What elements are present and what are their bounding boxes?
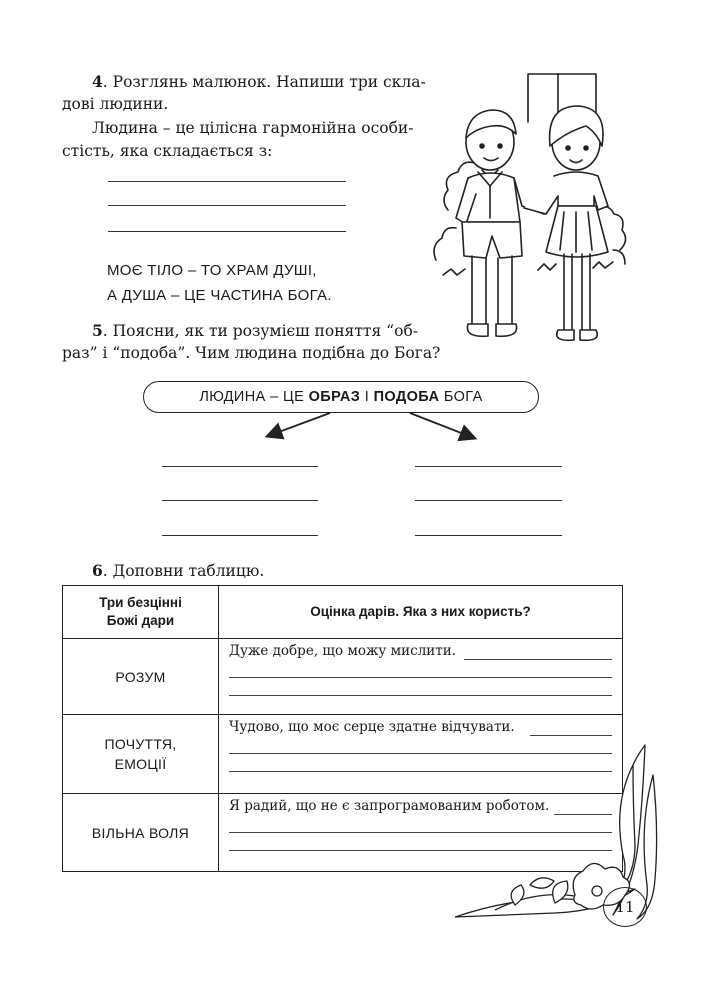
- evaluation-cell[interactable]: [219, 639, 623, 715]
- evaluation-prompt: Чудово, що моє серце здатне відчувати.: [229, 719, 515, 735]
- children-illustration: [428, 60, 643, 360]
- answer-line[interactable]: [108, 205, 346, 206]
- task4-number: 4: [92, 72, 103, 91]
- write-line[interactable]: [229, 677, 612, 678]
- answer-line-left[interactable]: [162, 535, 318, 536]
- answer-line-right[interactable]: [415, 500, 562, 501]
- answer-line-left[interactable]: [162, 500, 318, 501]
- right-arrow-icon: [410, 413, 474, 438]
- task5-prompt: 5. Поясни, як ти розумієш поняття “об-: [92, 321, 419, 340]
- answer-line-left[interactable]: [162, 466, 318, 467]
- gift-free-will: ВІЛЬНА ВОЛЯ: [63, 794, 219, 872]
- header-gifts: Три безцінні Божі дари: [63, 586, 219, 639]
- task4-definition: Людина – це цілісна гармонійна особи-: [92, 119, 414, 137]
- concept-likeness: ПОДОБА: [373, 389, 440, 405]
- left-arrow-icon: [268, 413, 330, 436]
- task5-prompt-cont: раз” і “подоба”. Чим людина подібна до Бога?: [62, 344, 441, 362]
- page-number: 11: [603, 887, 647, 927]
- answer-line-right[interactable]: [415, 466, 562, 467]
- task4-definition-cont: стість, яка складається з:: [62, 142, 273, 160]
- task6-number: 6: [92, 561, 103, 580]
- answer-line[interactable]: [108, 181, 346, 182]
- task4-prompt-cont: дові людини.: [62, 95, 169, 113]
- write-line[interactable]: [229, 695, 612, 696]
- evaluation-prompt: Я радий, що не є запрограмованим роботом.: [229, 798, 550, 814]
- task5-number: 5: [92, 321, 103, 340]
- task6-prompt: 6. Доповни таблицю.: [92, 561, 265, 580]
- gift-feelings: ПОЧУТТЯ, ЕМОЦІЇ: [63, 715, 219, 794]
- evaluation-prompt: Дуже добре, що можу мислити.: [229, 643, 457, 659]
- task4-prompt: 4. Розглянь малюнок. Напиши три скла-: [92, 72, 426, 91]
- header-evaluation: Оцінка дарів. Яка з них користь?: [219, 586, 623, 639]
- arrows: [250, 410, 490, 446]
- write-line[interactable]: [464, 659, 612, 660]
- table-row: [63, 639, 623, 715]
- gift-mind: РОЗУМ: [63, 639, 219, 715]
- concept-image: ОБРАЗ: [308, 389, 361, 405]
- table-header-row: [63, 586, 623, 639]
- answer-line-right[interactable]: [415, 535, 562, 536]
- answer-line[interactable]: [108, 231, 346, 232]
- saying-line-2: А ДУША – ЦЕ ЧАСТИНА БОГА.: [107, 287, 332, 304]
- saying-line-1: МОЄ ТІЛО – ТО ХРАМ ДУШІ,: [107, 262, 317, 279]
- concept-box: ЛЮДИНА – ЦЕ ОБРАЗ І ПОДОБА БОГА: [143, 381, 539, 413]
